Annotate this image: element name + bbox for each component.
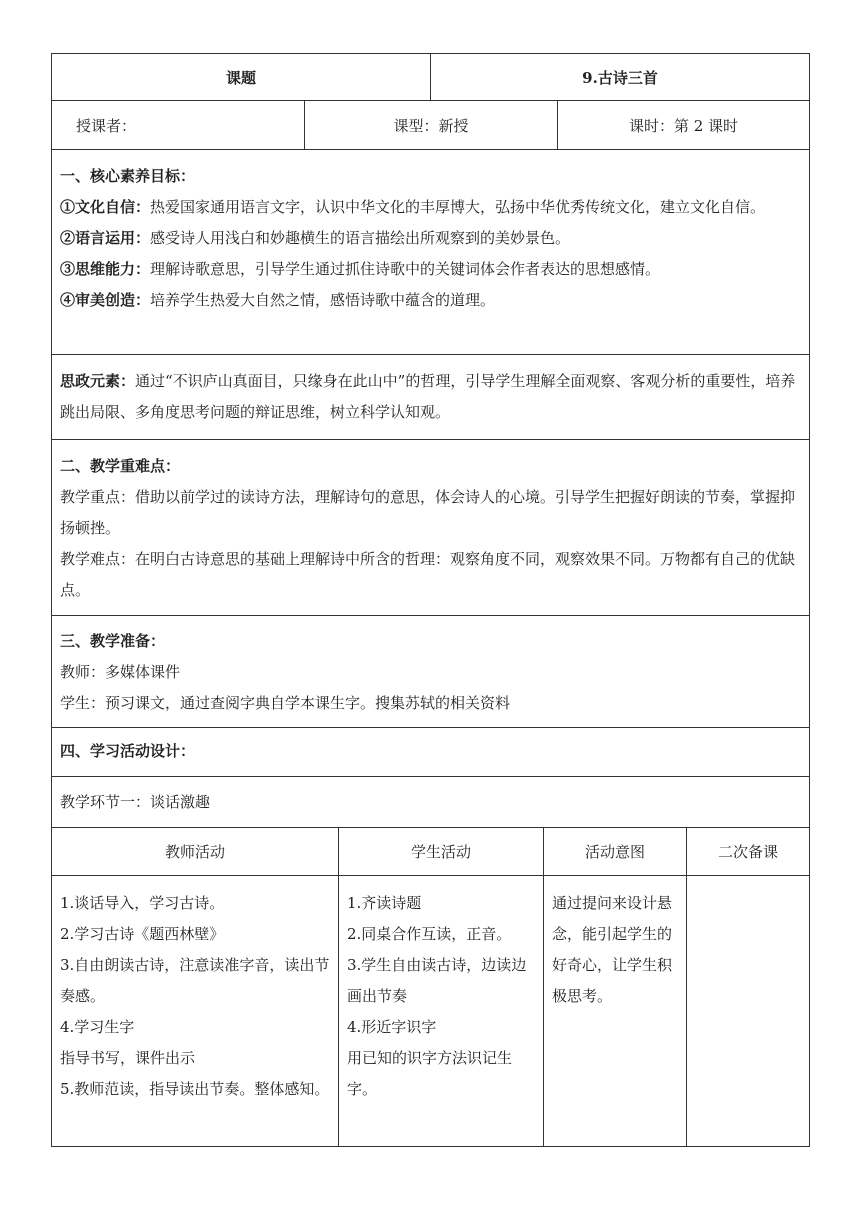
lesson-title: 9.古诗三首 (430, 54, 809, 100)
lesson-type: 课型：新授 (304, 101, 557, 149)
subject-label: 课题 (225, 68, 256, 87)
teacher-label: 授课者： (76, 116, 137, 135)
ideology-text: 通过“不识庐山真面目，只缘身在此山中”的哲理，引导学生理解全面观察、客观分析的重要性，培养跳出局限、多角度思考问题的辩证思维，树立科学认知观。 (60, 372, 796, 421)
activities-heading-row (51, 728, 810, 777)
key-points-section (51, 440, 810, 616)
subject-row (51, 53, 810, 101)
goal-item (60, 254, 801, 285)
list-item: 2.同桌合作互读，正音。 (347, 925, 512, 943)
goals-heading: 一、核心素养目标： (60, 167, 196, 185)
lesson-period: 课时：第 2 课时 (557, 101, 809, 149)
ideology-section (51, 355, 810, 440)
list-item: 指导书写，课件出示 (60, 1049, 196, 1067)
list-item: 4.形近字识字 (347, 1018, 437, 1036)
list-item: 2.学习古诗《题西林壁》 (60, 925, 225, 943)
goals-section (51, 150, 810, 355)
column-header-intent: 活动意图 (543, 828, 686, 875)
goal-item (60, 285, 801, 316)
preparation-heading: 三、教学准备： (60, 632, 166, 650)
goal-item (60, 192, 801, 223)
column-header-student: 学生活动 (338, 828, 543, 875)
list-item: 1.齐读诗题 (347, 894, 422, 912)
list-item: 3.学生自由读古诗，边读边画出节奏 (347, 956, 527, 1005)
list-item: 5.教师范读，指导读出节奏。整体感知。 (60, 1080, 330, 1098)
info-row (51, 101, 810, 150)
goal-label: ④审美创造： (60, 291, 151, 309)
column-header-second-prep: 二次备课 (686, 828, 809, 875)
goal-text: 培养学生热爱大自然之情，感悟诗歌中蕴含的道理。 (150, 291, 496, 309)
ideology-label: 思政元素： (60, 372, 136, 390)
column-header-teacher: 教师活动 (164, 843, 225, 861)
section-row (51, 777, 810, 828)
list-item: 4.学习生字 (60, 1018, 135, 1036)
goal-text: 感受诗人用浅白和妙趣横生的语言描绘出所观察到的美妙景色。 (150, 229, 571, 247)
second-prep-cell (686, 876, 809, 1146)
activity-header-row (51, 828, 810, 876)
goal-text: 理解诗歌意思，引导学生通过抓住诗歌中的关键词体会作者表达的思想感情。 (150, 260, 661, 278)
student-activity-cell (338, 876, 543, 1146)
activities-heading: 四、学习活动设计： (60, 742, 196, 760)
goal-label: ②语言运用： (60, 229, 151, 247)
section-title: 教学环节一：谈话激趣 (60, 793, 211, 811)
ideology-paragraph (60, 366, 801, 428)
teacher-preparation: 教师：多媒体课件 (60, 663, 181, 681)
goal-text: 热爱国家通用语言文字，认识中华文化的丰厚博大，弘扬中华优秀传统文化，建立文化自信。 (150, 198, 766, 216)
goal-item (60, 223, 801, 254)
list-item: 用已知的识字方法识记生字。 (347, 1049, 513, 1098)
student-preparation: 学生：预习课文，通过查阅字典自学本课生字。搜集苏轼的相关资料 (60, 694, 511, 712)
intent-cell (543, 876, 686, 1146)
list-item: 1.谈话导入，学习古诗。 (60, 894, 225, 912)
key-points-heading: 二、教学重难点： (60, 457, 181, 475)
goal-label: ③思维能力： (60, 260, 151, 278)
goal-label: ①文化自信： (60, 198, 151, 216)
lesson-plan-table (51, 53, 810, 1147)
teaching-focus: 教学重点：借助以前学过的读诗方法，理解诗句的意思，体会诗人的心境。引导学生把握好朗读的节奏，掌握抑扬顿挫。 (60, 488, 796, 537)
teacher-activity-cell (52, 876, 338, 1146)
preparation-section (51, 616, 810, 728)
activity-intent: 通过提问来设计悬念，能引起学生的好奇心，让学生积极思考。 (552, 894, 673, 1005)
list-item: 3.自由朗读古诗，注意读准字音，读出节奏感。 (60, 956, 330, 1005)
activity-content-row (51, 876, 810, 1147)
teaching-difficulty: 教学难点：在明白古诗意思的基础上理解诗中所含的哲理：观察角度不同，观察效果不同。万物都有自己的优缺点。 (60, 550, 796, 599)
